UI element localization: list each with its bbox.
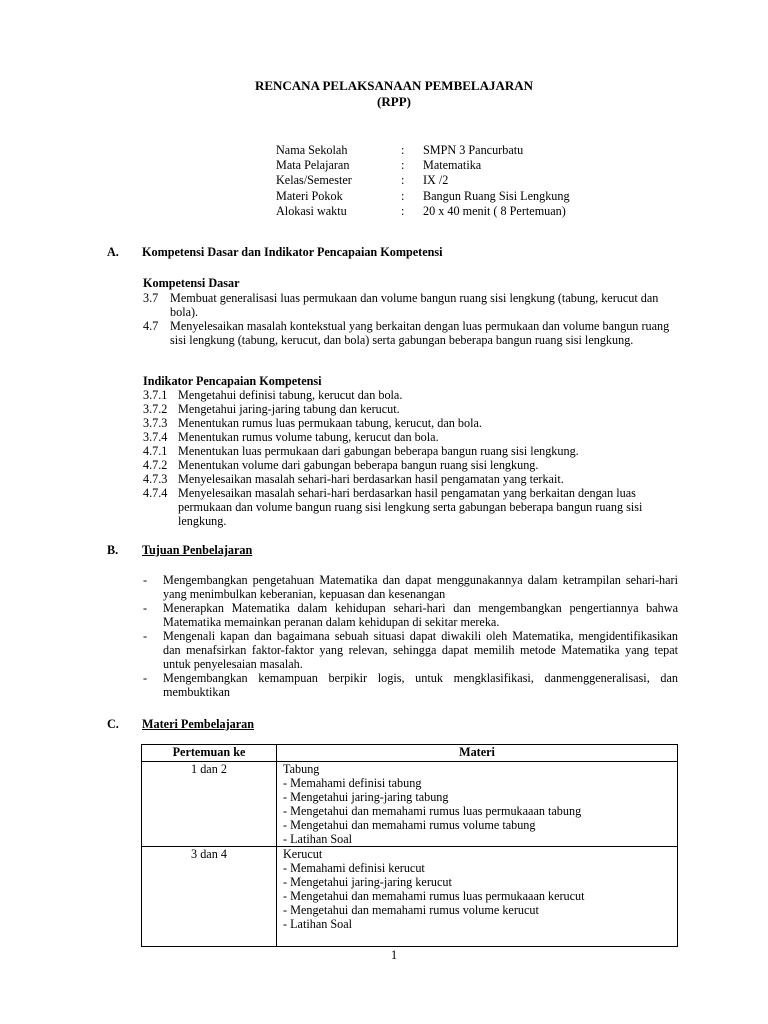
list-item bbox=[143, 402, 688, 416]
material-line: - Latihan Soal bbox=[283, 917, 353, 931]
item-number: 4.7.4 bbox=[143, 486, 168, 500]
document-title: RENCANA PELAKSANAAN PEMBELAJARAN bbox=[254, 78, 534, 93]
material-line: Tabung bbox=[283, 762, 320, 776]
objectives-list bbox=[143, 573, 678, 699]
table-row bbox=[142, 847, 678, 947]
list-item bbox=[143, 629, 678, 671]
identity-label: Mata Pelajaran bbox=[276, 158, 350, 173]
ipk-heading: Indikator Pencapaian Kompetensi bbox=[143, 374, 322, 388]
item-text: Menentukan rumus volume tabung, kerucut dan bola. bbox=[178, 430, 439, 444]
item-number: 4.7.2 bbox=[143, 458, 168, 472]
list-item bbox=[143, 458, 688, 472]
item-text: Menentukan rumus luas permukaan tabung, kerucut, dan bola. bbox=[178, 416, 482, 430]
list-item bbox=[143, 486, 688, 528]
section-letter: C. bbox=[107, 717, 119, 731]
identity-value: SMPN 3 Pancurbatu bbox=[423, 143, 524, 157]
item-number: 3.7.1 bbox=[143, 388, 168, 402]
list-item bbox=[143, 472, 688, 486]
material-cell bbox=[277, 762, 678, 847]
item-number: 3.7 bbox=[143, 291, 159, 305]
column-header: Pertemuan ke bbox=[142, 745, 277, 762]
identity-label: Kelas/Semester bbox=[276, 173, 352, 188]
meeting-cell: 3 dan 4 bbox=[142, 847, 277, 947]
item-text: Mengenali kapan dan bagaimana sebuah situasi dapat diwakili oleh Matematika, mengidentifikasikan dan menafsirkan faktor-faktor yang relevan, sehingga dapat memilih metode Matematika yang tepat untuk penyelesaian masalah. bbox=[163, 629, 678, 671]
list-item bbox=[143, 291, 683, 319]
list-item bbox=[143, 573, 678, 601]
item-text: Membuat generalisasi luas permukaan dan volume bangun ruang sisi lengkung (tabung, kerucut dan bola). bbox=[170, 291, 659, 319]
section-title: Kompetensi Dasar dan Indikator Pencapaian Kompetensi bbox=[142, 245, 443, 259]
material-line: Kerucut bbox=[283, 847, 323, 861]
material-line: - Mengetahui dan memahami rumus luas permukaaan kerucut bbox=[283, 889, 585, 903]
materials-table bbox=[141, 744, 678, 947]
identity-colon: : bbox=[401, 203, 405, 218]
list-item bbox=[143, 601, 678, 629]
material-line: - Memahami definisi kerucut bbox=[283, 861, 425, 875]
list-item bbox=[143, 416, 688, 430]
material-line: - Mengetahui dan memahami rumus luas permukaaan tabung bbox=[283, 804, 582, 818]
material-line: - Mengetahui jaring-jaring tabung bbox=[283, 790, 449, 804]
list-item bbox=[143, 430, 688, 444]
item-number: 4.7 bbox=[143, 319, 159, 333]
kd-heading: Kompetensi Dasar bbox=[143, 276, 240, 290]
material-line: - Mengetahui dan memahami rumus volume tabung bbox=[283, 818, 536, 832]
item-text: Menyelesaikan masalah kontekstual yang berkaitan dengan luas permukaan dan volume bangun ruang sisi lengkung (tabung, kerucut, dan bola) serta gabungan beberapa bangun ruang sisi lengkung. bbox=[170, 319, 670, 347]
identity-colon: : bbox=[401, 173, 405, 188]
bullet-dash: - bbox=[143, 573, 148, 587]
item-text: Menentukan volume dari gabungan beberapa bangun ruang sisi lengkung. bbox=[178, 458, 539, 472]
item-text: Mengetahui jaring-jaring tabung dan kerucut. bbox=[178, 402, 400, 416]
bullet-dash: - bbox=[143, 601, 148, 615]
item-text: Menentukan luas permukaan dari gabungan beberapa bangun ruang sisi lengkung. bbox=[178, 444, 579, 458]
item-number: 4.7.3 bbox=[143, 472, 168, 486]
list-item bbox=[143, 671, 678, 699]
identity-colon: : bbox=[401, 188, 405, 203]
item-number: 3.7.3 bbox=[143, 416, 168, 430]
document-subtitle: (RPP) bbox=[377, 94, 411, 109]
material-line: - Mengetahui jaring-jaring kerucut bbox=[283, 875, 452, 889]
list-item bbox=[143, 388, 688, 402]
material-line: - Latihan Soal bbox=[283, 832, 353, 846]
section-letter: A. bbox=[107, 245, 119, 259]
item-number: 3.7.4 bbox=[143, 430, 168, 444]
table-row bbox=[142, 762, 678, 847]
item-text: Mengembangkan pengetahuan Matematika dan dapat menggunakannya dalam ketrampilan sehari-hari yang menimbulkan keberanian, kepuasan dan kesenangan bbox=[163, 573, 678, 601]
item-text: Menyelesaikan masalah sehari-hari berdasarkan hasil pengamatan yang berkaitan dengan luas permukaan dan volume bangun ruang sisi lengkung serta gabungan beberapa bangun ruang sisi lengkung. bbox=[178, 486, 643, 528]
identity-value: Bangun Ruang Sisi Lengkung bbox=[423, 188, 570, 203]
identity-colon: : bbox=[401, 143, 405, 157]
identity-label: Alokasi waktu bbox=[276, 203, 347, 218]
table-header-row bbox=[142, 745, 678, 762]
page-number: 1 bbox=[390, 948, 398, 962]
identity-label: Materi Pokok bbox=[276, 188, 343, 203]
column-header: Materi bbox=[277, 745, 678, 762]
list-item bbox=[143, 444, 688, 458]
identity-value: 20 x 40 menit ( 8 Pertemuan) bbox=[423, 203, 566, 218]
item-text: Menerapkan Matematika dalam kehidupan sehari-hari dan mengembangkan pengertiannya bahwa Matematika memainkan peranan dalam kehidupan di sekitar mereka. bbox=[163, 601, 678, 629]
bullet-dash: - bbox=[143, 671, 148, 685]
section-title: Materi Pembelajaran bbox=[142, 717, 255, 731]
material-line: - Memahami definisi tabung bbox=[283, 776, 422, 790]
kd-list bbox=[143, 291, 683, 347]
item-text: Mengetahui definisi tabung, kerucut dan bola. bbox=[178, 388, 403, 402]
section-title: Tujuan Penbelajaran bbox=[142, 543, 253, 557]
identity-value: Matematika bbox=[423, 158, 482, 173]
identity-value: IX /2 bbox=[423, 173, 449, 188]
item-number: 4.7.1 bbox=[143, 444, 168, 458]
item-text: Mengembangkan kemampuan berpikir logis, untuk mengklasifikasi, danmenggeneralisasi, dan membuktikan bbox=[163, 671, 678, 699]
section-letter: B. bbox=[107, 543, 119, 557]
meeting-cell: 1 dan 2 bbox=[142, 762, 277, 847]
identity-colon: : bbox=[401, 158, 405, 173]
material-cell bbox=[277, 847, 678, 947]
item-number: 3.7.2 bbox=[143, 402, 168, 416]
list-item bbox=[143, 319, 683, 347]
identity-label: Nama Sekolah bbox=[276, 143, 348, 157]
ipk-list bbox=[143, 388, 688, 528]
material-line: - Mengetahui dan memahami rumus volume kerucut bbox=[283, 903, 539, 917]
bullet-dash: - bbox=[143, 629, 148, 643]
item-text: Menyelesaikan masalah sehari-hari berdasarkan hasil pengamatan yang terkait. bbox=[178, 472, 564, 486]
